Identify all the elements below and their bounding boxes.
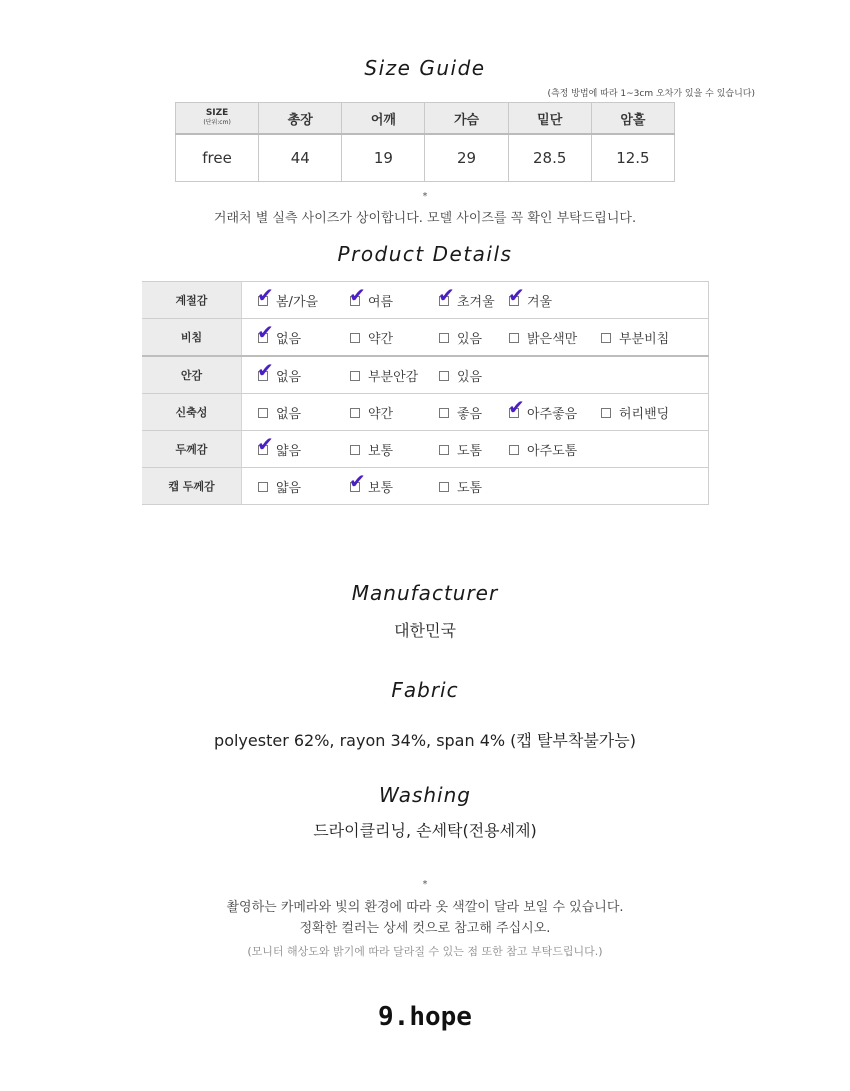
checkbox-icon <box>508 283 525 307</box>
checkbox-icon <box>350 333 360 343</box>
checkbox-icon <box>349 469 366 493</box>
option-item <box>508 283 553 310</box>
details-row-label: 계절감 <box>142 282 242 319</box>
details-row <box>142 431 709 468</box>
measurement-note: (측정 방법에 따라 1~3cm 오차가 있을 수 있습니다) <box>547 89 755 99</box>
option-item <box>258 477 301 496</box>
checkmark-icon: ✔ <box>438 283 455 307</box>
checkbox-icon <box>257 358 274 382</box>
option-item <box>349 283 394 310</box>
option-item <box>439 440 482 459</box>
col-header: 어깨 <box>342 103 425 135</box>
details-row-label: 안감 <box>142 356 242 394</box>
asterisk: * <box>422 879 428 890</box>
checkmark-icon: ✔ <box>508 395 525 419</box>
brand-logo: 9.hope <box>378 1002 472 1032</box>
option-label: 허리밴딩 <box>619 407 670 422</box>
value-cell: 19 <box>342 134 425 182</box>
checkbox-icon <box>509 333 519 343</box>
option-item <box>350 366 418 385</box>
option-item <box>439 403 482 422</box>
option-label: 여름 <box>368 295 394 310</box>
checkbox-icon <box>439 371 449 381</box>
color-note-line2: 정확한 컬러는 상세 컷으로 참고해 주십시오. <box>299 921 551 936</box>
option-label: 도톰 <box>457 444 483 459</box>
option-label: 밝은색만 <box>527 332 578 347</box>
checkbox-icon <box>439 333 449 343</box>
option-item <box>508 395 578 422</box>
details-row-options <box>242 356 709 394</box>
color-note-line3: (모니터 해상도와 밝기에 따라 달라질 수 있는 점 또한 참고 부탁드립니다.) <box>247 945 603 958</box>
checkbox-icon <box>349 283 366 307</box>
checkmark-icon: ✔ <box>257 358 274 382</box>
option-label: 없음 <box>276 407 302 422</box>
fabric-title: Fabric <box>391 678 459 702</box>
option-label: 아주좋음 <box>527 407 578 422</box>
option-label: 겨울 <box>527 295 553 310</box>
option-label: 없음 <box>276 332 302 347</box>
value-cell: 29 <box>425 134 508 182</box>
option-item <box>258 403 301 422</box>
checkbox-icon <box>439 482 449 492</box>
checkbox-icon <box>258 408 268 418</box>
checkbox-icon <box>257 320 274 344</box>
table-row <box>176 134 675 182</box>
size-disclaimer: 거래처 별 실측 사이즈가 상이합니다. 모델 사이즈를 꼭 확인 부탁드립니다. <box>213 211 637 226</box>
option-label: 약간 <box>368 332 394 347</box>
option-label: 부분비침 <box>619 332 670 347</box>
checkbox-icon <box>601 408 611 418</box>
option-item <box>350 328 393 347</box>
details-row-label: 신축성 <box>142 394 242 431</box>
checkmark-icon: ✔ <box>349 283 366 307</box>
washing-value: 드라이클리닝, 손세탁(전용세제) <box>313 821 537 840</box>
option-item <box>439 477 482 496</box>
option-label: 도톰 <box>457 481 483 496</box>
option-label: 아주도톰 <box>527 444 578 459</box>
details-row <box>142 356 709 394</box>
product-details-title: Product Details <box>337 242 513 266</box>
option-item <box>257 358 302 385</box>
option-item <box>438 283 495 310</box>
option-item <box>601 403 669 422</box>
details-row-options <box>242 319 709 357</box>
option-item <box>509 328 577 347</box>
manufacturer-value: 대한민국 <box>394 621 456 640</box>
product-details-table <box>142 281 709 505</box>
details-row-options <box>242 468 709 505</box>
checkbox-icon <box>257 432 274 456</box>
checkbox-icon <box>439 408 449 418</box>
details-row-options <box>242 394 709 431</box>
details-row-label: 두께감 <box>142 431 242 468</box>
manufacturer-title: Manufacturer <box>351 581 499 605</box>
details-row-label: 캡 두께감 <box>142 468 242 505</box>
size-cell: free <box>176 134 259 182</box>
details-row <box>142 468 709 505</box>
option-item <box>349 469 394 496</box>
checkmark-icon: ✔ <box>257 320 274 344</box>
option-label: 봄/가을 <box>276 295 319 310</box>
checkbox-icon <box>438 283 455 307</box>
option-item <box>439 328 482 347</box>
value-cell: 12.5 <box>591 134 674 182</box>
option-label: 있음 <box>457 370 483 385</box>
checkmark-icon: ✔ <box>349 469 366 493</box>
option-item <box>509 440 577 459</box>
option-item <box>257 283 319 310</box>
details-row <box>142 319 709 357</box>
option-label: 초겨울 <box>457 295 495 310</box>
col-header: 총장 <box>259 103 342 135</box>
option-label: 없음 <box>276 370 302 385</box>
details-row-label: 비침 <box>142 319 242 357</box>
checkbox-icon <box>258 482 268 492</box>
checkbox-icon <box>601 333 611 343</box>
asterisk: * <box>422 191 428 202</box>
size-guide-title: Size Guide <box>364 56 486 80</box>
option-item <box>350 440 393 459</box>
details-row-options <box>242 282 709 319</box>
col-header: 암홀 <box>591 103 674 135</box>
size-table <box>175 102 675 182</box>
option-label: 얇음 <box>276 444 302 459</box>
col-header: 가슴 <box>425 103 508 135</box>
option-label: 보통 <box>368 444 394 459</box>
checkbox-icon <box>350 371 360 381</box>
checkbox-icon <box>509 445 519 455</box>
option-label: 부분안감 <box>368 370 419 385</box>
checkbox-icon <box>350 445 360 455</box>
size-header: SIZE (단위:cm) <box>176 103 259 135</box>
checkmark-icon: ✔ <box>257 283 274 307</box>
checkbox-icon <box>508 395 525 419</box>
color-note-line1: 촬영하는 카메라와 빛의 환경에 따라 옷 색깔이 달라 보일 수 있습니다. <box>226 900 624 915</box>
details-row <box>142 394 709 431</box>
option-item <box>601 328 669 347</box>
checkbox-icon <box>257 283 274 307</box>
option-item <box>350 403 393 422</box>
option-label: 있음 <box>457 332 483 347</box>
option-label: 얇음 <box>276 481 302 496</box>
option-item <box>257 320 302 347</box>
washing-title: Washing <box>379 783 471 807</box>
option-label: 보통 <box>368 481 394 496</box>
col-header: 밑단 <box>508 103 591 135</box>
option-label: 좋음 <box>457 407 483 422</box>
option-label: 약간 <box>368 407 394 422</box>
fabric-value: polyester 62%, rayon 34%, span 4% (캡 탈부착불가능) <box>214 731 636 750</box>
value-cell: 28.5 <box>508 134 591 182</box>
details-row <box>142 282 709 319</box>
value-cell: 44 <box>259 134 342 182</box>
checkmark-icon: ✔ <box>257 432 274 456</box>
checkmark-icon: ✔ <box>508 283 525 307</box>
option-item <box>439 366 482 385</box>
option-item <box>257 432 302 459</box>
checkbox-icon <box>350 408 360 418</box>
checkbox-icon <box>439 445 449 455</box>
details-row-options <box>242 431 709 468</box>
